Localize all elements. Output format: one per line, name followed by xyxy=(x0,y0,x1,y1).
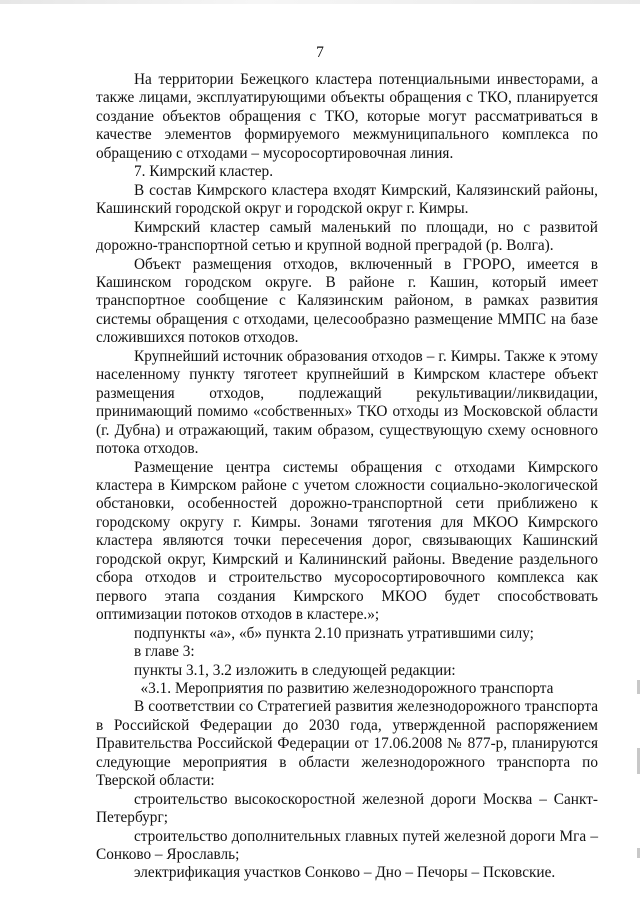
paragraph: Кимрский кластер самый маленький по площади, но с развитой дорожно-транспортной сетью и крупной водной преградой (р. Волга). xyxy=(96,218,598,255)
paragraph: электрификация участков Сонково – Дно – Печоры – Псковские. xyxy=(134,864,556,882)
paragraph: 7. Кимрский кластер. xyxy=(134,163,274,181)
paragraph: подпункты «а», «б» пункта 2.10 признать утратившими силу; xyxy=(134,624,534,642)
paragraph: строительство высокоскоростной железной дороги Москва – Санкт-Петербург; xyxy=(96,790,598,827)
scan-edge-artifact xyxy=(0,0,640,4)
paragraph: В состав Кимрского кластера входят Кимрский, Калязинский районы, Кашинский городской округ и городской округ г. Кимры. xyxy=(96,181,598,218)
document-body xyxy=(96,71,598,883)
paragraph: в главе 3: xyxy=(134,643,195,661)
paragraph: Объект размещения отходов, включенный в ГРОРО, имеется в Кашинском городском округе. В районе г. Кашин, который имеет транспортное сообщение с Калязинским районом, в рамках развития системы обращения с отходами, целесообразно размещение ММПС на базе сложившихся потоков отходов. xyxy=(96,255,598,347)
paragraph: «3.1. Мероприятия по развитию железнодорожного транспорта xyxy=(140,679,554,697)
paragraph: На территории Бежецкого кластера потенциальными инвесторами, а также лицами, эксплуатирующими объекты обращения с ТКО, планируется создание объектов обращения с ТКО, которые могут рассматриваться в качестве элементов формируемого межмуниципального комплекса по обращению с отходами – мусоросортировочная линия. xyxy=(96,71,598,162)
paragraph: В соответствии со Стратегией развития железнодорожного транспорта в Российской Федерации до 2030 года, утвержденной распоряжением Правительства Российской Федерации от 17.06.2008 № 877-р, планируются следующие мероприятия в области железнодорожного транспорта по Тверской области: xyxy=(96,698,598,790)
paragraph: Размещение центра системы обращения с отходами Кимрского кластера в Кимрском районе с учетом сложности социально-экологической обстановки, особенностей дорожно-транспортной сети приближено к городскому округу г. Кимры. Зонами тяготения для МКОО Кимрского кластера являются точки пересечения дорог, связывающих Кашинский городской округ, Кимрский и Калининский районы. Введение раздельного сбора отходов и строительство мусоросортировочного комплекса как первого этапа создания Кимрского МКОО будет способствовать оптимизации потоков отходов в кластере.»; xyxy=(96,458,598,624)
page-number: 7 xyxy=(316,44,324,61)
paragraph: строительство дополнительных главных путей железной дороги Мга – Сонково – Ярославль; xyxy=(96,827,598,864)
paragraph: пункты 3.1, 3.2 изложить в следующей редакции: xyxy=(134,661,456,679)
paragraph: Крупнейший источник образования отходов – г. Кимры. Также к этому населенному пункту тяготеет крупнейший в Кимрском кластере объект размещения отходов, подлежащий рекультивации/ликвидации, принимающий помимо «собственных» ТКО отходы из Московской области (г. Дубна) и отражающий, таким образом, существующую схему основного потока отходов. xyxy=(96,347,598,458)
